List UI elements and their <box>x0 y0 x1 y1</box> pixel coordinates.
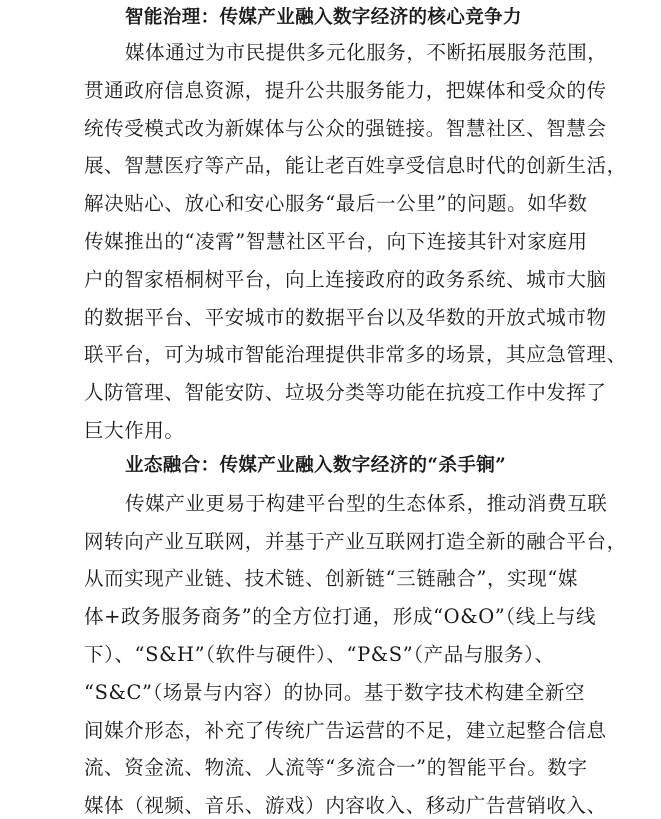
paragraph-line: 下）、“S&H”（软件与硬件）、“P&S”（产品与服务）、 <box>84 643 555 666</box>
paragraph-line: 媒体（视频、音乐、游戏）内容收入、移动广告营销收入、 <box>84 794 607 817</box>
paragraph-line: 传媒产业更易于构建平台型的生态体系，推动消费互联 <box>125 492 608 515</box>
paragraph-line: 户的智家梧桐树平台，向上连接政府的政务系统、城市大脑 <box>84 268 607 291</box>
paragraph-line: 贯通政府信息资源，提升公共服务能力，把媒体和受众的传 <box>84 79 607 102</box>
paragraph-line: 间媒介形态，补充了传统广告运营的不足，建立起整合信息 <box>84 719 607 742</box>
paragraph-line: 解决贴心、放心和安心服务“最后一公里”的问题。如华数 <box>84 192 588 215</box>
paragraph-line: 的数据平台、平安城市的数据平台以及华数的开放式城市物 <box>84 306 607 329</box>
section-heading-business-fusion: 业态融合：传媒产业融入数字经济的“杀手锏” <box>125 455 507 476</box>
paragraph-line: 传媒推出的“凌霄”智慧社区平台，向下连接其针对家庭用 <box>84 230 588 253</box>
paragraph-line: 展、智慧医疗等产品，能让老百姓享受信息时代的创新生活， <box>84 154 627 177</box>
paragraph-line: 流、资金流、物流、人流等“多流合一”的智能平台。数字 <box>84 756 588 779</box>
paragraph-line: 媒体通过为市民提供多元化服务，不断拓展服务范围， <box>125 41 608 64</box>
paragraph-line: 体+政务服务商务”的全方位打通，形成“O&O”（线上与线 <box>84 605 597 628</box>
section-heading-smart-governance: 智能治理：传媒产业融入数字经济的核心竞争力 <box>125 7 522 28</box>
paragraph-line: 从而实现产业链、技术链、创新链“三链融合”，实现“媒 <box>84 567 579 590</box>
paragraph-line: 统传受模式改为新媒体与公众的强链接。智慧社区、智慧会 <box>84 117 607 140</box>
paragraph-line: 联平台，可为城市智能治理提供非常多的场景，其应急管理、 <box>84 343 627 366</box>
paragraph-line: 网转向产业互联网，并基于产业互联网打造全新的融合平台， <box>84 530 627 553</box>
paragraph-line: 人防管理、智能安防、垃圾分类等功能在抗疫工作中发挥了 <box>84 381 607 404</box>
paragraph-line: 巨大作用。 <box>84 419 185 442</box>
paragraph-line: “S&C”（场景与内容）的协同。基于数字技术构建全新空 <box>84 681 586 704</box>
